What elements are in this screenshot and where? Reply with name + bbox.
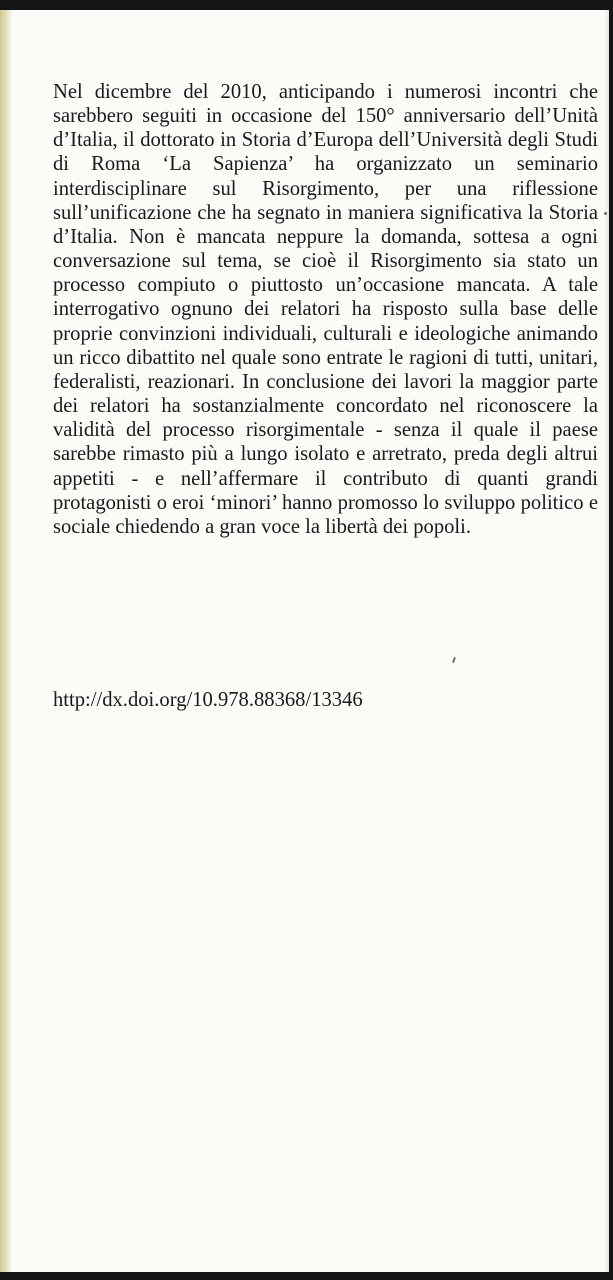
back-cover-page	[0, 10, 609, 1272]
spine-edge	[0, 10, 12, 1272]
right-page-edge	[604, 10, 609, 1272]
scan-speck	[452, 657, 456, 663]
doi-link[interactable]: http://dx.doi.org/10.978.88368/13346	[53, 689, 363, 711]
back-cover-text: Nel dicembre del 2010, anticipando i numerosi incontri che sarebbero seguiti in occasione del 150° anniversario dell’Unità d’Italia, il dottorato in Storia d’Europa dell’Università degli Studi di Roma ‘La Sapienza’ ha organizzato un seminario interdisciplinare sul Risorgimento, per una riflessione sull’unificazione che ha segnato in maniera significativa la Storia d’Italia. Non è mancata neppure la domanda, sottesa a ogni conversazione sul tema, se cioè il Risorgimento sia stato un processo compiuto o piuttosto un’occasione mancata. A tale interrogativo ognuno dei relatori ha risposto sulla base delle proprie convinzioni individuali, culturali e ideologiche animando un ricco dibattito nel quale sono entrate le ragioni di tutti, unitari, federalisti, reazionari. In conclusione dei lavori la maggior parte dei relatori ha sostanzialmente concordato nel riconoscere la validità del processo risorgimentale - senza il quale il paese sarebbe rimasto più a lungo isolato e arretrato, preda degli altrui appetiti - e nell’affermare il contributo di quanti grandi protagonisti o eroi ‘minori’ hanno promosso lo sviluppo politico e sociale chiedendo a gran voce la libertà dei popoli.	[53, 81, 598, 538]
scan-speck	[604, 212, 607, 215]
